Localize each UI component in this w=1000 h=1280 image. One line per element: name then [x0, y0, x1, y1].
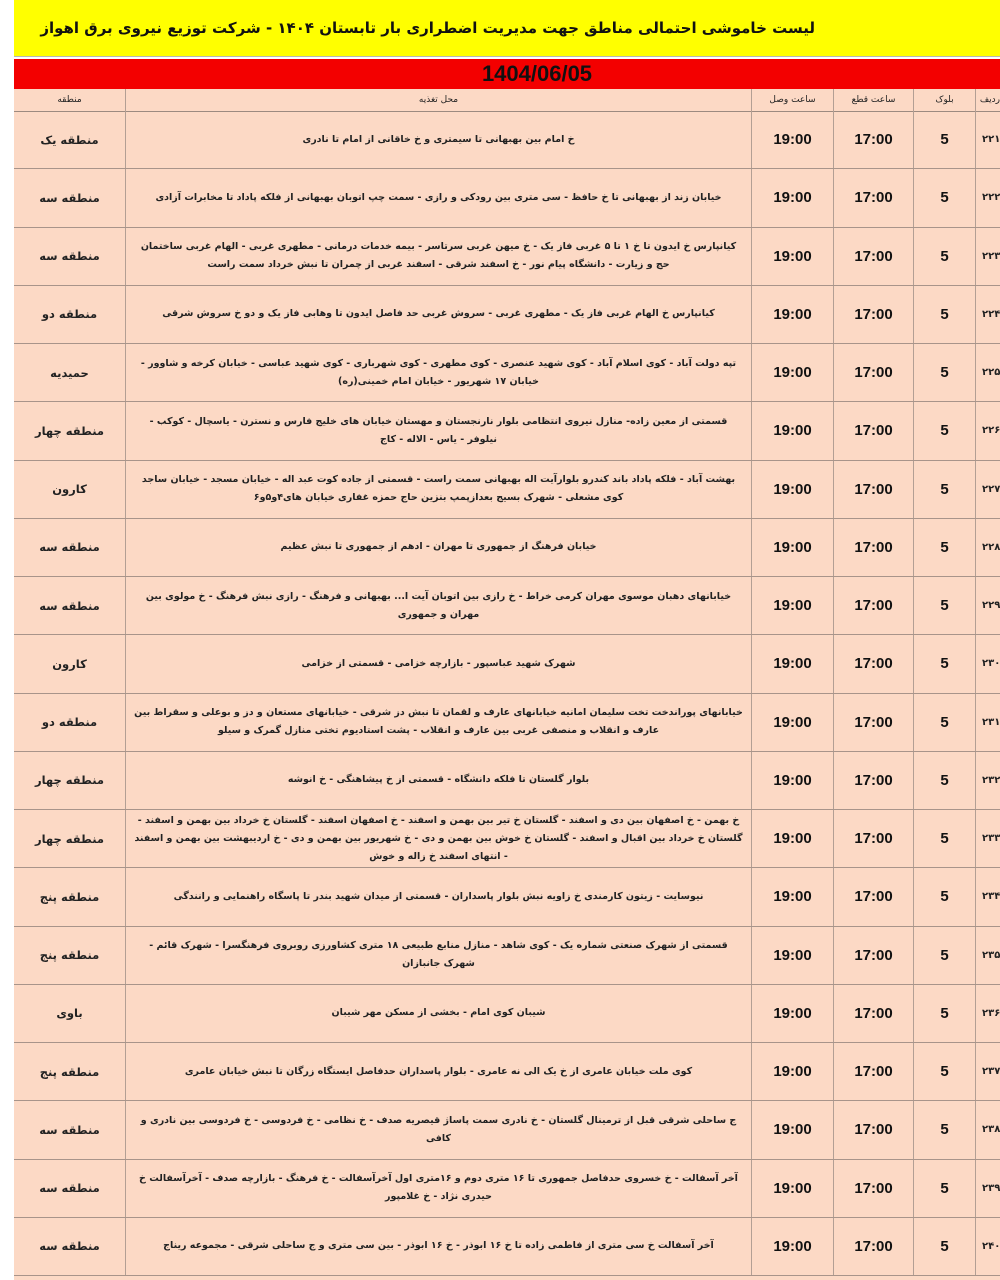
region-cell-text: منطقه پنج	[39, 948, 100, 963]
region-cell-text: منطقه چهار	[34, 773, 105, 788]
block-cell	[913, 228, 975, 285]
area-cell	[125, 985, 751, 1042]
block-cell-text: 5	[940, 830, 949, 848]
area-cell-text: کوی ملت خیابان عامری از خ یک الی نه عامری - بلوار پاسداران حدفاصل ایستگاه زرگان تا نبش خیابان عامری	[184, 1065, 693, 1077]
block-cell	[913, 752, 975, 809]
cut-time-cell-text: 17:00	[854, 189, 893, 207]
block-cell	[913, 1101, 975, 1158]
connect-time-cell	[751, 344, 833, 401]
area-cell-text: خیابان فرهنگ از جمهوری تا مهران - ادهم از جمهوری تا نبش عظیم	[280, 541, 597, 553]
connect-time-cell	[751, 694, 833, 751]
area-cell-text: آخر آسفالت - خ خسروی حدفاصل جمهوری تا ۱۶ متری دوم و ۱۶متری اول آخرآسفالت - خ فرهنگ - بازارچه صدف - آخرآسفالت خ حیدری نژاد - خ غلامپور	[139, 1173, 738, 1203]
region-cell	[14, 228, 125, 285]
table-row	[14, 169, 1000, 227]
connect-time-cell-text: 19:00	[773, 189, 812, 207]
area-cell	[125, 169, 751, 226]
connect-time-cell	[751, 752, 833, 809]
region-cell	[14, 1160, 125, 1217]
region-cell-text: منطقه سه	[39, 1239, 100, 1254]
region-cell-text: کارون	[52, 656, 87, 671]
header-cut-time: ساعت قطع	[833, 89, 913, 111]
block-cell	[913, 169, 975, 226]
table-row	[14, 344, 1000, 402]
connect-time-cell-text: 19:00	[773, 713, 812, 731]
connect-time-cell	[751, 635, 833, 692]
area-cell	[125, 577, 751, 634]
block-cell-text: 5	[940, 946, 949, 964]
connect-time-cell-text: 19:00	[773, 538, 812, 556]
row-number-cell	[975, 461, 1000, 518]
block-cell	[913, 985, 975, 1042]
area-cell-text: قسمتی از معین زاده- منازل نیروی انتظامی بلوار نارنجستان و مهستان خیابان های خلیج فارس و نسترن - یاسچال - کوکب - نیلوفر - یاس - الاله - کاج	[149, 415, 728, 445]
row-number-cell-text: ۲۳۳	[982, 833, 1000, 845]
row-number-cell-text: ۲۳۰	[982, 658, 1000, 670]
block-cell-text: 5	[940, 655, 949, 673]
row-number-cell	[975, 635, 1000, 692]
row-number-cell	[975, 694, 1000, 751]
row-number-cell	[975, 1043, 1000, 1100]
area-cell	[125, 927, 751, 984]
table-row	[14, 1043, 1000, 1101]
row-number-cell-text: ۲۲۴	[982, 308, 1000, 320]
area-cell-text: خیابان زند از بهبهانی تا خ حافظ - سی متری بین رودکی و رازی - سمت چپ اتوبان بهبهانی از فلکه پاداد تا مخابرات آزادی	[155, 191, 722, 203]
region-cell	[14, 577, 125, 634]
region-cell	[14, 635, 125, 692]
row-number-cell	[975, 577, 1000, 634]
block-cell-text: 5	[940, 480, 949, 498]
block-cell	[913, 344, 975, 401]
header-region: منطقه	[57, 95, 82, 105]
connect-time-cell	[751, 868, 833, 925]
cut-time-cell	[833, 694, 913, 751]
cut-time-cell-text: 17:00	[854, 771, 893, 789]
area-cell-text: آخر آسفالت خ سی متری از فاطمی زاده تا خ ۱۶ ابوذر - خ ۱۶ ابوذر - بین سی متری و ج ساحلی شرقی - مجموعه ریناج	[163, 1240, 714, 1252]
table-row	[14, 927, 1000, 985]
region-cell-text: منطقه سه	[39, 540, 100, 555]
region-cell	[14, 868, 125, 925]
region-cell	[14, 402, 125, 459]
region-cell-text: منطقه دو	[41, 715, 98, 730]
row-number-cell	[975, 810, 1000, 867]
connect-time-cell	[751, 228, 833, 285]
cut-time-cell	[833, 519, 913, 576]
cut-time-cell	[833, 286, 913, 343]
cut-time-cell	[833, 111, 913, 168]
table-row	[14, 1101, 1000, 1159]
connect-time-cell-text: 19:00	[773, 1121, 812, 1139]
table-row	[14, 402, 1000, 460]
connect-time-cell-text: 19:00	[773, 655, 812, 673]
cut-time-cell-text: 17:00	[854, 305, 893, 323]
block-cell	[913, 868, 975, 925]
connect-time-cell	[751, 1160, 833, 1217]
table-row	[14, 286, 1000, 344]
row-number-cell-text: ۲۴۰	[982, 1240, 1000, 1252]
block-cell-text: 5	[940, 189, 949, 207]
cut-time-cell-text: 17:00	[854, 422, 893, 440]
cut-time-cell-text: 17:00	[854, 1237, 893, 1255]
row-number-cell-text: ۲۲۲	[982, 192, 1000, 204]
connect-time-cell-text: 19:00	[773, 597, 812, 615]
region-cell-text: منطقه چهار	[34, 423, 105, 438]
row-number-cell-text: ۲۲۸	[982, 541, 1000, 553]
block-cell	[913, 461, 975, 518]
table-row	[14, 1160, 1000, 1218]
cut-time-cell-text: 17:00	[854, 830, 893, 848]
block-cell-text: 5	[940, 713, 949, 731]
area-cell-text: بلوار گلستان تا فلکه دانشگاه - قسمتی از خ پیشاهنگی - خ انوشه	[287, 774, 590, 786]
area-cell	[125, 1160, 751, 1217]
area-cell-text: تپه دولت آباد - کوی اسلام آباد - کوی شهید عنصری - کوی مطهری - کوی شهرباری - کوی شهید عباسی - خیابان کرخه و شاوور - خیابان ۱۷ شهریور - خیابان امام خمینی(ره)	[140, 357, 737, 387]
row-number-cell	[975, 402, 1000, 459]
cut-time-cell	[833, 985, 913, 1042]
document-title: لیست خاموشی احتمالی مناطق جهت مدیریت اضطراری بار تابستان ۱۴۰۴ - شرکت توزیع نیروی برق اهواز	[40, 19, 815, 37]
region-cell-text: حمیدیه	[50, 365, 89, 380]
row-number-cell	[975, 1218, 1000, 1275]
block-cell-text: 5	[940, 888, 949, 906]
connect-time-cell	[751, 1218, 833, 1275]
connect-time-cell-text: 19:00	[773, 1179, 812, 1197]
left-margin	[0, 0, 14, 1280]
table-header-row	[14, 89, 1000, 112]
region-cell	[14, 694, 125, 751]
block-cell	[913, 694, 975, 751]
row-number-cell-text: ۲۳۷	[982, 1066, 1000, 1078]
connect-time-cell-text: 19:00	[773, 1237, 812, 1255]
block-cell	[913, 111, 975, 168]
row-number-cell	[975, 1160, 1000, 1217]
connect-time-cell-text: 19:00	[773, 946, 812, 964]
connect-time-cell-text: 19:00	[773, 364, 812, 382]
cut-time-cell-text: 17:00	[854, 1121, 893, 1139]
region-cell-text: منطقه سه	[39, 190, 100, 205]
area-cell	[125, 635, 751, 692]
connect-time-cell	[751, 927, 833, 984]
row-number-cell	[975, 519, 1000, 576]
area-cell-text: کیانپارس خ الهام غربی فاز یک - مطهری غربی - سروش غربی حد فاصل ایدون تا وهابی فاز یک و دو خ سروش شرقی	[162, 308, 715, 320]
connect-time-cell-text: 19:00	[773, 771, 812, 789]
row-number-cell-text: ۲۲۹	[982, 600, 1000, 612]
region-cell	[14, 810, 125, 867]
block-cell-text: 5	[940, 305, 949, 323]
area-cell	[125, 111, 751, 168]
cut-time-cell-text: 17:00	[854, 480, 893, 498]
row-number-cell	[975, 752, 1000, 809]
block-cell	[913, 402, 975, 459]
area-cell	[125, 1043, 751, 1100]
region-cell	[14, 111, 125, 168]
cut-time-cell	[833, 461, 913, 518]
cut-time-cell-text: 17:00	[854, 364, 893, 382]
region-cell	[14, 752, 125, 809]
block-cell-text: 5	[940, 1179, 949, 1197]
area-cell-text: شهرک شهید عباسپور - بازارچه خزامی - قسمتی از خزامی	[301, 657, 576, 669]
region-cell-text: منطقه پنج	[39, 1064, 100, 1079]
connect-time-cell	[751, 402, 833, 459]
row-number-cell-text: ۲۲۶	[982, 425, 1000, 437]
block-cell-text: 5	[940, 247, 949, 265]
area-cell-text: خیابانهای پوراندخت تخت سلیمان امانیه خیابانهای عارف و لقمان تا نبش دز شرقی - خیابانهای مستعان و دز و بوعلی و سقراط بین عارف و انقلاب و منصفی غربی بین عارف و انقلاب - پشت استادیوم تختی منازل گمرک و سیلو	[134, 707, 743, 737]
cut-time-cell-text: 17:00	[854, 131, 893, 149]
region-cell	[14, 1101, 125, 1158]
block-cell	[913, 1218, 975, 1275]
block-cell-text: 5	[940, 1063, 949, 1081]
cut-time-cell	[833, 1218, 913, 1275]
block-cell-text: 5	[940, 1121, 949, 1139]
cut-time-cell	[833, 402, 913, 459]
block-cell-text: 5	[940, 1004, 949, 1022]
date-label: 1404/06/05	[481, 61, 593, 86]
row-number-cell-text: ۲۳۲	[982, 774, 1000, 786]
table-row	[14, 111, 1000, 169]
area-cell-text: کیانپارس خ ایدون تا خ ۱ تا ۵ غربی فاز یک - خ میهن غربی سرتاسر - بیمه خدمات درمانی - مطهری غربی - الهام غربی ساختمان حج و زیارت - دانشگاه پیام نور - خ اسفند شرقی - اسفند غربی از چمران تا نبش خرداد سمت راست	[140, 241, 737, 271]
region-cell-text: منطقه سه	[39, 1122, 100, 1137]
block-cell-text: 5	[940, 1237, 949, 1255]
cut-time-cell-text: 17:00	[854, 655, 893, 673]
area-cell	[125, 868, 751, 925]
row-number-cell-text: ۲۳۹	[982, 1182, 1000, 1194]
block-cell	[913, 577, 975, 634]
cut-time-cell-text: 17:00	[854, 713, 893, 731]
block-cell-text: 5	[940, 597, 949, 615]
row-number-cell-text: ۲۳۴	[982, 891, 1000, 903]
cut-time-cell	[833, 1160, 913, 1217]
block-cell-text: 5	[940, 364, 949, 382]
region-cell-text: منطقه چهار	[34, 831, 105, 846]
row-number-cell	[975, 985, 1000, 1042]
table-row	[14, 577, 1000, 635]
region-cell-text: منطقه سه	[39, 1181, 100, 1196]
row-number-cell	[975, 868, 1000, 925]
connect-time-cell	[751, 577, 833, 634]
cut-time-cell	[833, 1101, 913, 1158]
region-cell	[14, 461, 125, 518]
region-cell	[14, 1043, 125, 1100]
connect-time-cell	[751, 461, 833, 518]
connect-time-cell-text: 19:00	[773, 131, 812, 149]
row-number-cell	[975, 228, 1000, 285]
row-number-cell-text: ۲۲۵	[982, 367, 1000, 379]
region-cell-text: منطقه سه	[39, 598, 100, 613]
connect-time-cell-text: 19:00	[773, 422, 812, 440]
area-cell	[125, 286, 751, 343]
block-cell	[913, 1160, 975, 1217]
table-row	[14, 985, 1000, 1043]
connect-time-cell	[751, 985, 833, 1042]
area-cell	[125, 402, 751, 459]
region-cell	[14, 169, 125, 226]
cut-time-cell-text: 17:00	[854, 946, 893, 964]
cut-time-cell	[833, 635, 913, 692]
block-cell	[913, 810, 975, 867]
block-cell-text: 5	[940, 771, 949, 789]
table-row	[14, 461, 1000, 519]
area-cell-text: خیابانهای دهبان موسوی مهران کرمی خراط - خ رازی بین اتوبان آیت ا... بهبهانی و فرهنگ - رازی نبش فرهنگ - خ مولوی بین مهران و جمهوری	[145, 590, 732, 620]
area-cell	[125, 1101, 751, 1158]
region-cell	[14, 344, 125, 401]
row-number-cell	[975, 344, 1000, 401]
row-number-cell	[975, 1101, 1000, 1158]
region-cell-text: منطقه دو	[41, 307, 98, 322]
row-number-cell-text: ۲۲۱	[982, 134, 1000, 146]
table-row	[14, 1218, 1000, 1276]
block-cell	[913, 519, 975, 576]
area-cell	[125, 1218, 751, 1275]
cut-time-cell-text: 17:00	[854, 538, 893, 556]
connect-time-cell	[751, 286, 833, 343]
area-cell-text: بهشت آباد - فلکه پاداد باند کندرو بلوارآیت اله بهبهانی سمت راست - قسمتی از جاده کوت عبد اله - خیابان مسجد - خیابان ساجد کوی مشعلی - شهرک بسیج بعدازپمپ بنزین حاج حمزه غفاری خیابان های۴و۵و۶	[141, 474, 736, 504]
table-row	[14, 868, 1000, 926]
block-cell	[913, 635, 975, 692]
cut-time-cell	[833, 752, 913, 809]
row-number-cell-text: ۲۲۷	[982, 483, 1000, 495]
header-area: محل تغذیه	[125, 89, 751, 111]
area-cell	[125, 810, 751, 867]
connect-time-cell-text: 19:00	[773, 247, 812, 265]
connect-time-cell-text: 19:00	[773, 305, 812, 323]
table-row	[14, 810, 1000, 868]
connect-time-cell-text: 19:00	[773, 1004, 812, 1022]
region-cell	[14, 1218, 125, 1275]
table-row	[14, 635, 1000, 693]
cut-time-cell	[833, 810, 913, 867]
date-bar	[14, 59, 1000, 89]
header-connect-time: ساعت وصل	[751, 89, 833, 111]
connect-time-cell	[751, 810, 833, 867]
connect-time-cell	[751, 1043, 833, 1100]
area-cell	[125, 344, 751, 401]
block-cell	[913, 286, 975, 343]
area-cell	[125, 228, 751, 285]
region-cell	[14, 286, 125, 343]
row-number-cell	[975, 927, 1000, 984]
area-cell-text: ج ساحلی شرقی قبل از ترمینال گلستان - خ نادری سمت پاساژ قیصریه صدف - خ نظامی - خ فردوسی - خ فردوسی بین نادری و کافی	[140, 1114, 737, 1144]
region-cell-text: منطقه پنج	[39, 889, 100, 904]
cut-time-cell	[833, 577, 913, 634]
cut-time-cell	[833, 344, 913, 401]
cut-time-cell	[833, 927, 913, 984]
table-row	[14, 752, 1000, 810]
connect-time-cell	[751, 519, 833, 576]
region-cell-text: کارون	[52, 482, 87, 497]
row-number-cell-text: ۲۳۸	[982, 1124, 1000, 1136]
cut-time-cell-text: 17:00	[854, 888, 893, 906]
row-number-cell-text: ۲۳۱	[982, 716, 1000, 728]
area-cell-text: خ امام بین بهبهانی تا سیمتری و خ خاقانی از امام تا نادری	[302, 133, 575, 145]
connect-time-cell-text: 19:00	[773, 830, 812, 848]
block-cell	[913, 1043, 975, 1100]
cut-time-cell-text: 17:00	[854, 1179, 893, 1197]
region-cell-text: منطقه یک	[40, 132, 99, 147]
row-number-cell	[975, 111, 1000, 168]
header-block: بلوک	[913, 89, 975, 111]
table-row	[14, 694, 1000, 752]
cut-time-cell-text: 17:00	[854, 1004, 893, 1022]
cut-time-cell-text: 17:00	[854, 597, 893, 615]
block-cell-text: 5	[940, 422, 949, 440]
outage-table	[14, 89, 1000, 1280]
table-row	[14, 228, 1000, 286]
area-cell-text: شیبان کوی امام - بخشی از مسکن مهر شیبان	[331, 1007, 546, 1019]
area-cell	[125, 694, 751, 751]
connect-time-cell	[751, 1101, 833, 1158]
connect-time-cell-text: 19:00	[773, 888, 812, 906]
row-number-cell	[975, 286, 1000, 343]
table-row	[14, 519, 1000, 577]
block-cell-text: 5	[940, 538, 949, 556]
region-cell-text: منطقه سه	[39, 249, 100, 264]
area-cell-text: نیوسایت - زیتون کارمندی خ زاویه نبش بلوار پاسداران - قسمتی از میدان شهید بندر تا پاسگاه راهنمایی و رانندگی	[173, 890, 704, 902]
region-cell	[14, 985, 125, 1042]
block-cell-text: 5	[940, 131, 949, 149]
area-cell	[125, 519, 751, 576]
region-cell-text: باوی	[56, 1006, 83, 1021]
connect-time-cell-text: 19:00	[773, 1063, 812, 1081]
cut-time-cell	[833, 169, 913, 226]
header-row-number: ردیف	[975, 89, 1000, 111]
area-cell	[125, 752, 751, 809]
cut-time-cell-text: 17:00	[854, 1063, 893, 1081]
block-cell	[913, 927, 975, 984]
connect-time-cell-text: 19:00	[773, 480, 812, 498]
area-cell	[125, 461, 751, 518]
row-number-cell-text: ۲۲۳	[982, 250, 1000, 262]
cut-time-cell-text: 17:00	[854, 247, 893, 265]
cut-time-cell	[833, 228, 913, 285]
connect-time-cell	[751, 169, 833, 226]
connect-time-cell	[751, 111, 833, 168]
cut-time-cell	[833, 1043, 913, 1100]
row-number-cell-text: ۲۳۶	[982, 1007, 1000, 1019]
document-header	[14, 0, 1000, 57]
cut-time-cell	[833, 868, 913, 925]
region-cell	[14, 519, 125, 576]
area-cell-text: خ بهمن - خ اصفهان بین دی و اسفند - گلستان خ تیر بین بهمن و اسفند - خ اصفهان اسفند - گلستان خ خرداد بین بهمن و اسفند - گلستان خ خرداد بین اقبال و اسفند - گلستان خ خوش بین بهمن و دی - خ شهریور بین بهمن و دی - خ اردیبهشت بین بهمن و اسفند - انتهای اسفند خ زاله و خوش	[134, 814, 743, 862]
row-number-cell	[975, 169, 1000, 226]
row-number-cell-text: ۲۳۵	[982, 949, 1000, 961]
area-cell-text: قسمتی از شهرک صنعتی شماره یک - کوی شاهد - منازل منابع طبیعی ۱۸ متری کشاورزی روبروی فرهنگسرا - شهرک قائم - شهرک جانبازان	[149, 940, 728, 970]
region-cell	[14, 927, 125, 984]
